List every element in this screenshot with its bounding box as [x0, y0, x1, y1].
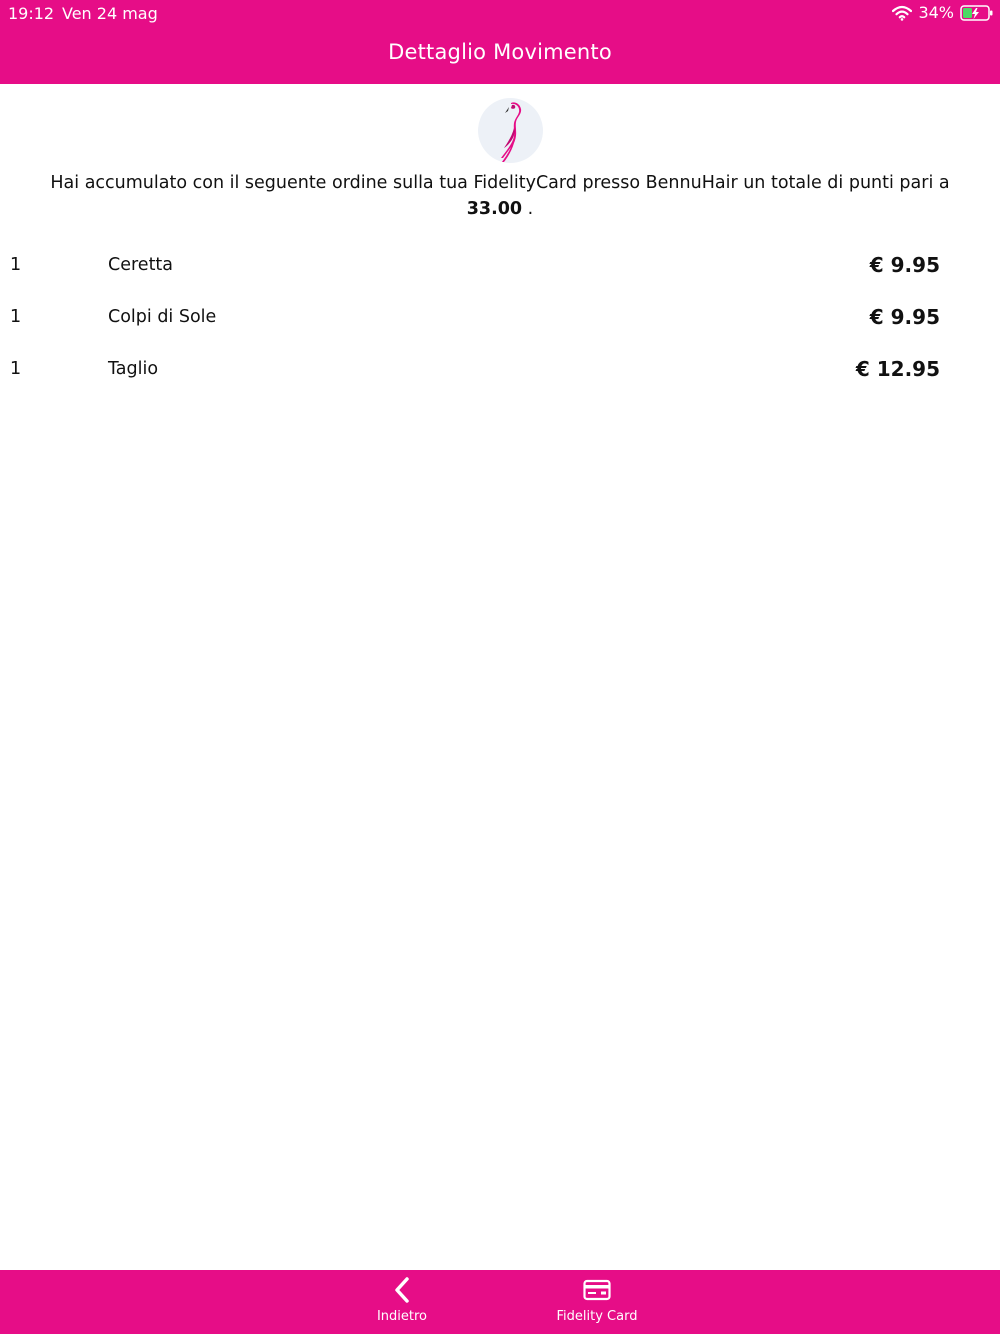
credit-card-icon: [537, 1276, 657, 1306]
item-quantity: 1: [10, 307, 22, 327]
list-item: [0, 300, 1000, 352]
store-logo: [478, 98, 543, 163]
item-price: € 12.95: [855, 357, 940, 381]
points-value: 33.00: [466, 199, 523, 219]
summary-prefix: Hai accumulato con il seguente ordine sulla tua: [50, 173, 474, 193]
battery-icon: [960, 4, 994, 22]
back-button[interactable]: [342, 1276, 462, 1324]
item-price: € 9.95: [869, 305, 940, 329]
order-items-list: [0, 248, 1000, 404]
status-indicators: [892, 3, 994, 22]
fidelity-card-label: Fidelity Card: [556, 1309, 638, 1324]
list-item: [0, 248, 1000, 300]
item-name: Colpi di Sole: [108, 307, 217, 327]
item-quantity: 1: [10, 359, 22, 379]
chevron-left-icon: [342, 1276, 462, 1306]
card-name: FidelityCard: [473, 173, 577, 193]
list-item: [0, 352, 1000, 404]
page-title: Dettaglio Movimento: [388, 40, 612, 64]
summary-middle: presso: [576, 173, 646, 193]
item-price: € 9.95: [869, 253, 940, 277]
status-date: Ven 24 mag: [62, 4, 158, 23]
store-name: BennuHair: [645, 173, 738, 193]
status-time: 19:12: [8, 4, 55, 23]
fidelity-card-tab[interactable]: [537, 1276, 657, 1324]
bottom-tab-bar: [0, 1270, 1000, 1334]
wifi-icon: [892, 5, 912, 21]
flamingo-icon: [478, 98, 543, 163]
item-name: Taglio: [108, 359, 159, 379]
points-suffix: .: [522, 199, 534, 219]
summary-after: un totale di punti pari a: [737, 173, 950, 193]
back-label: Indietro: [376, 1309, 428, 1324]
item-quantity: 1: [10, 255, 22, 275]
summary-text: [40, 170, 960, 196]
item-name: Ceretta: [108, 255, 174, 275]
battery-percent: 34%: [918, 3, 954, 22]
points-line: [0, 196, 1000, 222]
top-bar: [0, 0, 1000, 84]
